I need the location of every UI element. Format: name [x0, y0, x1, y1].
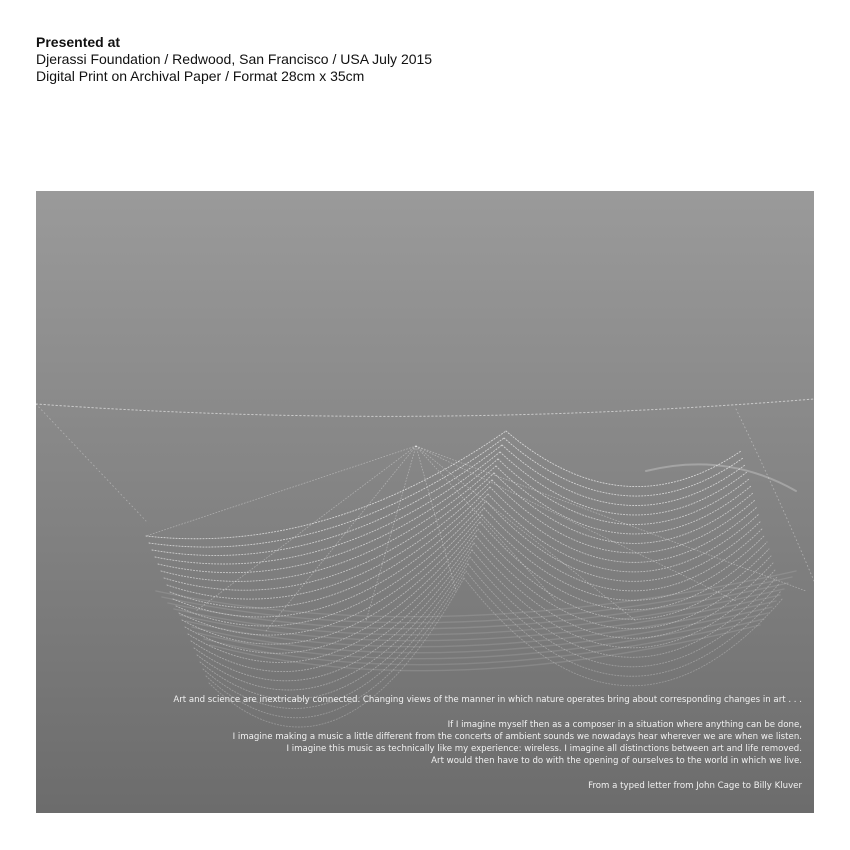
caption-header: [36, 34, 432, 85]
quote-line-2: I imagine making a music a little different from the concerts of ambient sounds we nowadays hear wherever we are when we listen.: [232, 731, 802, 742]
web-spiral-thread: [167, 480, 492, 599]
web-radial-thread: [416, 446, 636, 621]
web-side-thread: [36, 404, 146, 521]
web-spiral-thread: [173, 494, 488, 617]
web-radial-thread: [266, 446, 416, 631]
web-blur-thread: [192, 607, 772, 653]
format-line: Digital Print on Archival Paper / Format 28cm x 35cm: [36, 68, 365, 84]
web-spiral-thread: [472, 550, 775, 648]
web-radial-thread: [416, 446, 456, 591]
quote-line-4: Art would then have to do with the opening of ourselves to the world in which we live.: [431, 756, 802, 767]
web-spiral-thread: [504, 438, 743, 496]
web-radial-thread: [196, 446, 416, 611]
web-spiral-thread: [482, 515, 765, 600]
web-blur-thread: [174, 589, 784, 635]
web-spiral-thread: [488, 494, 759, 572]
web-spiral-thread: [203, 564, 468, 708]
web-spiral-thread: [492, 480, 755, 553]
web-radial-thread: [146, 446, 416, 536]
web-radial-thread: [366, 446, 416, 621]
spider-web-photo: [36, 191, 814, 813]
web-spiral-thread: [500, 452, 747, 515]
quote-line-1: If I imagine myself then as a composer in a situation where anything can be done,: [447, 719, 802, 730]
presented-at-title: Presented at: [36, 34, 121, 50]
venue-line: Djerassi Foundation / Redwood, San Francisco / USA July 2015: [36, 51, 433, 67]
web-spiral-thread: [188, 529, 478, 662]
web-blur-thread: [180, 595, 780, 641]
web-anchor-thread: [36, 399, 814, 416]
quote-intro: Art and science are inextricably connected. Changing views of the manner in which nature operates bring about corresponding changes in art . . .: [173, 695, 802, 705]
web-blur-thread: [646, 464, 796, 491]
web-spiral-thread: [476, 536, 771, 629]
web-side-thread: [736, 409, 814, 581]
web-blur-thread: [156, 571, 796, 617]
web-spiral-thread: [164, 473, 494, 590]
quote-line-3: I imagine this music as technically like my experience: wireless. I imagine all distinctions between art and life removed.: [286, 744, 802, 755]
web-spiral-thread: [494, 473, 753, 543]
web-spiral-thread: [506, 431, 741, 487]
web-blur-thread: [198, 613, 768, 659]
quote-attribution: From a typed letter from John Cage to Billy Kluver: [588, 781, 802, 792]
cage-quote: [102, 694, 802, 792]
